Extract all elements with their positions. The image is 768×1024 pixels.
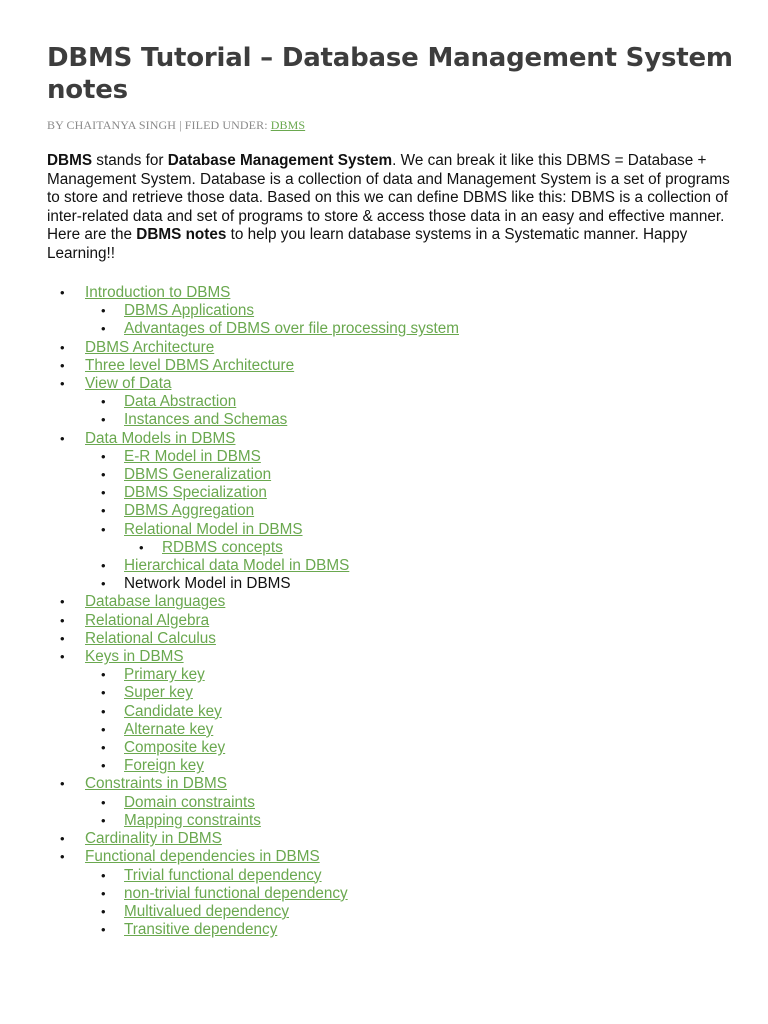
toc-link[interactable]: non-trivial functional dependency xyxy=(124,884,348,902)
toc-item xyxy=(85,302,737,320)
toc-item xyxy=(85,466,737,484)
toc-item xyxy=(47,830,737,848)
toc-item xyxy=(47,339,737,357)
toc-link[interactable]: Data Abstraction xyxy=(124,393,237,411)
toc-sublist xyxy=(85,867,737,940)
toc-link[interactable]: Multivalued dependency xyxy=(124,902,289,920)
toc-link[interactable]: Constraints in DBMS xyxy=(85,775,227,793)
toc-item xyxy=(47,648,737,775)
toc-item xyxy=(47,357,737,375)
page-title: DBMS Tutorial – Database Management System notes xyxy=(47,43,733,105)
toc-link[interactable]: Domain constraints xyxy=(124,793,255,811)
toc-link[interactable]: Transitive dependency xyxy=(124,921,278,939)
toc-sublist xyxy=(85,393,737,429)
toc-sublist xyxy=(85,666,737,775)
toc-link[interactable]: DBMS Generalization xyxy=(124,466,272,484)
toc-item xyxy=(47,775,737,830)
toc-link[interactable]: Instances and Schemas xyxy=(124,411,288,429)
toc-item xyxy=(85,794,737,812)
toc-sublist xyxy=(85,794,737,830)
toc-link[interactable]: E-R Model in DBMS xyxy=(124,447,261,465)
intro-text: stands for xyxy=(92,152,168,169)
intro-paragraph xyxy=(47,152,737,263)
toc-link[interactable]: Hierarchical data Model in DBMS xyxy=(124,557,350,575)
toc-item xyxy=(85,411,737,429)
toc-text: Network Model in DBMS xyxy=(124,575,291,593)
toc-link[interactable]: Primary key xyxy=(124,666,205,684)
toc-link[interactable]: Relational Calculus xyxy=(85,629,216,647)
toc-item xyxy=(85,812,737,830)
toc-link[interactable]: Alternate key xyxy=(124,720,214,738)
toc-link[interactable]: DBMS Architecture xyxy=(85,338,215,356)
toc-item xyxy=(85,903,737,921)
toc-sublist xyxy=(85,302,737,338)
toc-item xyxy=(85,867,737,885)
toc-link[interactable]: Mapping constraints xyxy=(124,811,261,829)
toc-link[interactable]: Keys in DBMS xyxy=(85,648,184,666)
toc-item xyxy=(85,575,737,593)
toc-link[interactable]: Cardinality in DBMS xyxy=(85,830,222,848)
toc-link[interactable]: Relational Algebra xyxy=(85,611,210,629)
intro-bold-dbms: DBMS xyxy=(47,152,93,169)
toc-item xyxy=(124,539,737,557)
toc-item xyxy=(47,375,737,430)
toc-sublist xyxy=(124,539,737,557)
toc-item xyxy=(47,848,737,939)
toc-link[interactable]: Three level DBMS Architecture xyxy=(85,356,295,374)
toc-item xyxy=(85,484,737,502)
toc-link[interactable]: RDBMS concepts xyxy=(162,538,283,556)
toc-link[interactable]: Super key xyxy=(124,684,193,702)
toc-link[interactable]: DBMS Applications xyxy=(124,302,255,320)
toc-link[interactable]: Advantages of DBMS over file processing system xyxy=(124,320,459,338)
toc-item xyxy=(85,757,737,775)
toc-link[interactable]: Composite key xyxy=(124,739,226,757)
table-of-contents xyxy=(47,284,737,939)
toc-item xyxy=(85,921,737,939)
intro-text: . We can break it like this DBMS = Database + Management System. Database is a collection of data and Management System is a set of programs to store and retrieve those data. Based on this we can define DBMS like this: DBMS is a collection of inter-related data and set of programs to store & access those data in an easy and effective manner. Here are the xyxy=(47,152,730,243)
toc-item xyxy=(85,721,737,739)
toc-item xyxy=(85,320,737,338)
toc-link[interactable]: Trivial functional dependency xyxy=(124,866,322,884)
toc-item xyxy=(47,630,737,648)
toc-item xyxy=(47,593,737,611)
byline-author: BY CHAITANYA SINGH | FILED UNDER: xyxy=(47,118,271,132)
byline xyxy=(47,118,737,133)
toc-item xyxy=(85,557,737,575)
toc-item xyxy=(47,430,737,594)
toc-link[interactable]: Introduction to DBMS xyxy=(85,284,231,301)
toc-item xyxy=(85,666,737,684)
toc-link[interactable]: DBMS Specialization xyxy=(124,484,267,502)
toc-item xyxy=(85,448,737,466)
toc-link[interactable]: DBMS Aggregation xyxy=(124,502,255,520)
toc-link[interactable]: Foreign key xyxy=(124,757,204,775)
toc-item xyxy=(85,684,737,702)
intro-bold-full-name: Database Management System xyxy=(167,152,393,169)
intro-text: to help you learn database systems in a Systematic manner. Happy Learning!! xyxy=(47,226,688,262)
toc-item xyxy=(47,612,737,630)
intro-bold-notes: DBMS notes xyxy=(136,226,227,243)
toc-link[interactable]: Relational Model in DBMS xyxy=(124,520,303,538)
category-link[interactable]: DBMS xyxy=(270,118,306,132)
toc-link[interactable]: Candidate key xyxy=(124,702,222,720)
toc-item xyxy=(85,393,737,411)
toc-link[interactable]: Database languages xyxy=(85,593,226,611)
toc-item xyxy=(85,739,737,757)
toc-sublist xyxy=(85,448,737,594)
toc-link[interactable]: Functional dependencies in DBMS xyxy=(85,848,320,866)
toc-item xyxy=(85,703,737,721)
toc-item xyxy=(85,885,737,903)
article xyxy=(47,0,737,939)
toc-item xyxy=(85,502,737,520)
toc-item xyxy=(85,521,737,557)
toc-item xyxy=(47,284,737,339)
toc-link[interactable]: View of Data xyxy=(85,375,172,393)
toc-link[interactable]: Data Models in DBMS xyxy=(85,429,236,447)
